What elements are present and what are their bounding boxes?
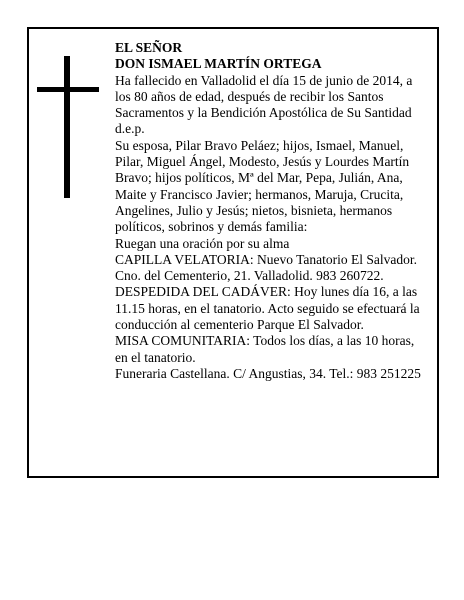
cross-horizontal-bar [37, 87, 99, 92]
funeral-home-info: Funeraria Castellana. C/ Angustias, 34. Tel.: 983 251225 [115, 365, 421, 381]
obituary-notice [27, 27, 439, 478]
prayer-request: Ruegan una oración por su alma [115, 235, 290, 251]
cross-vertical-bar [64, 56, 70, 198]
deceased-name: DON ISMAEL MARTÍN ORTEGA [115, 56, 322, 72]
death-announcement: Ha fallecido en Valladolid el día 15 de junio de 2014, a los 80 años de edad, después de recibir los Santos Sacramentos y la Bendición Apostólica de Su Santidad d.e.p. [115, 72, 413, 137]
chapel-info: CAPILLA VELATORIA: Nuevo Tanatorio El Salvador. Cno. del Cementerio, 21. Valladolid. 983 260722. [115, 251, 418, 284]
mass-info: MISA COMUNITARIA: Todos los días, a las 10 horas, en el tanatorio. [115, 333, 415, 365]
farewell-info: DESPEDIDA DEL CADÁVER: Hoy lunes día 16, a las 11.15 horas, en el tanatorio. Acto seguido se efectuará la conducción al cementerio Parque El Salvador. [115, 284, 420, 333]
notice-text [115, 40, 427, 382]
title-line-1: EL SEÑOR [115, 40, 183, 55]
cross-icon [37, 56, 99, 198]
family-list: Su esposa, Pilar Bravo Peláez; hijos, Ismael, Manuel, Pilar, Miguel Ángel, Modesto, Jesús y Lourdes Martín Bravo; hijos políticos, Mª del Mar, Pepa, Julián, Ana, Maite y Francisco Javier; hermanos, Maruja, Crucita, Angelines, Julio y Jesús; nietos, bisnieta, hermanos políticos, sobrinos y demás familia: [115, 137, 410, 235]
